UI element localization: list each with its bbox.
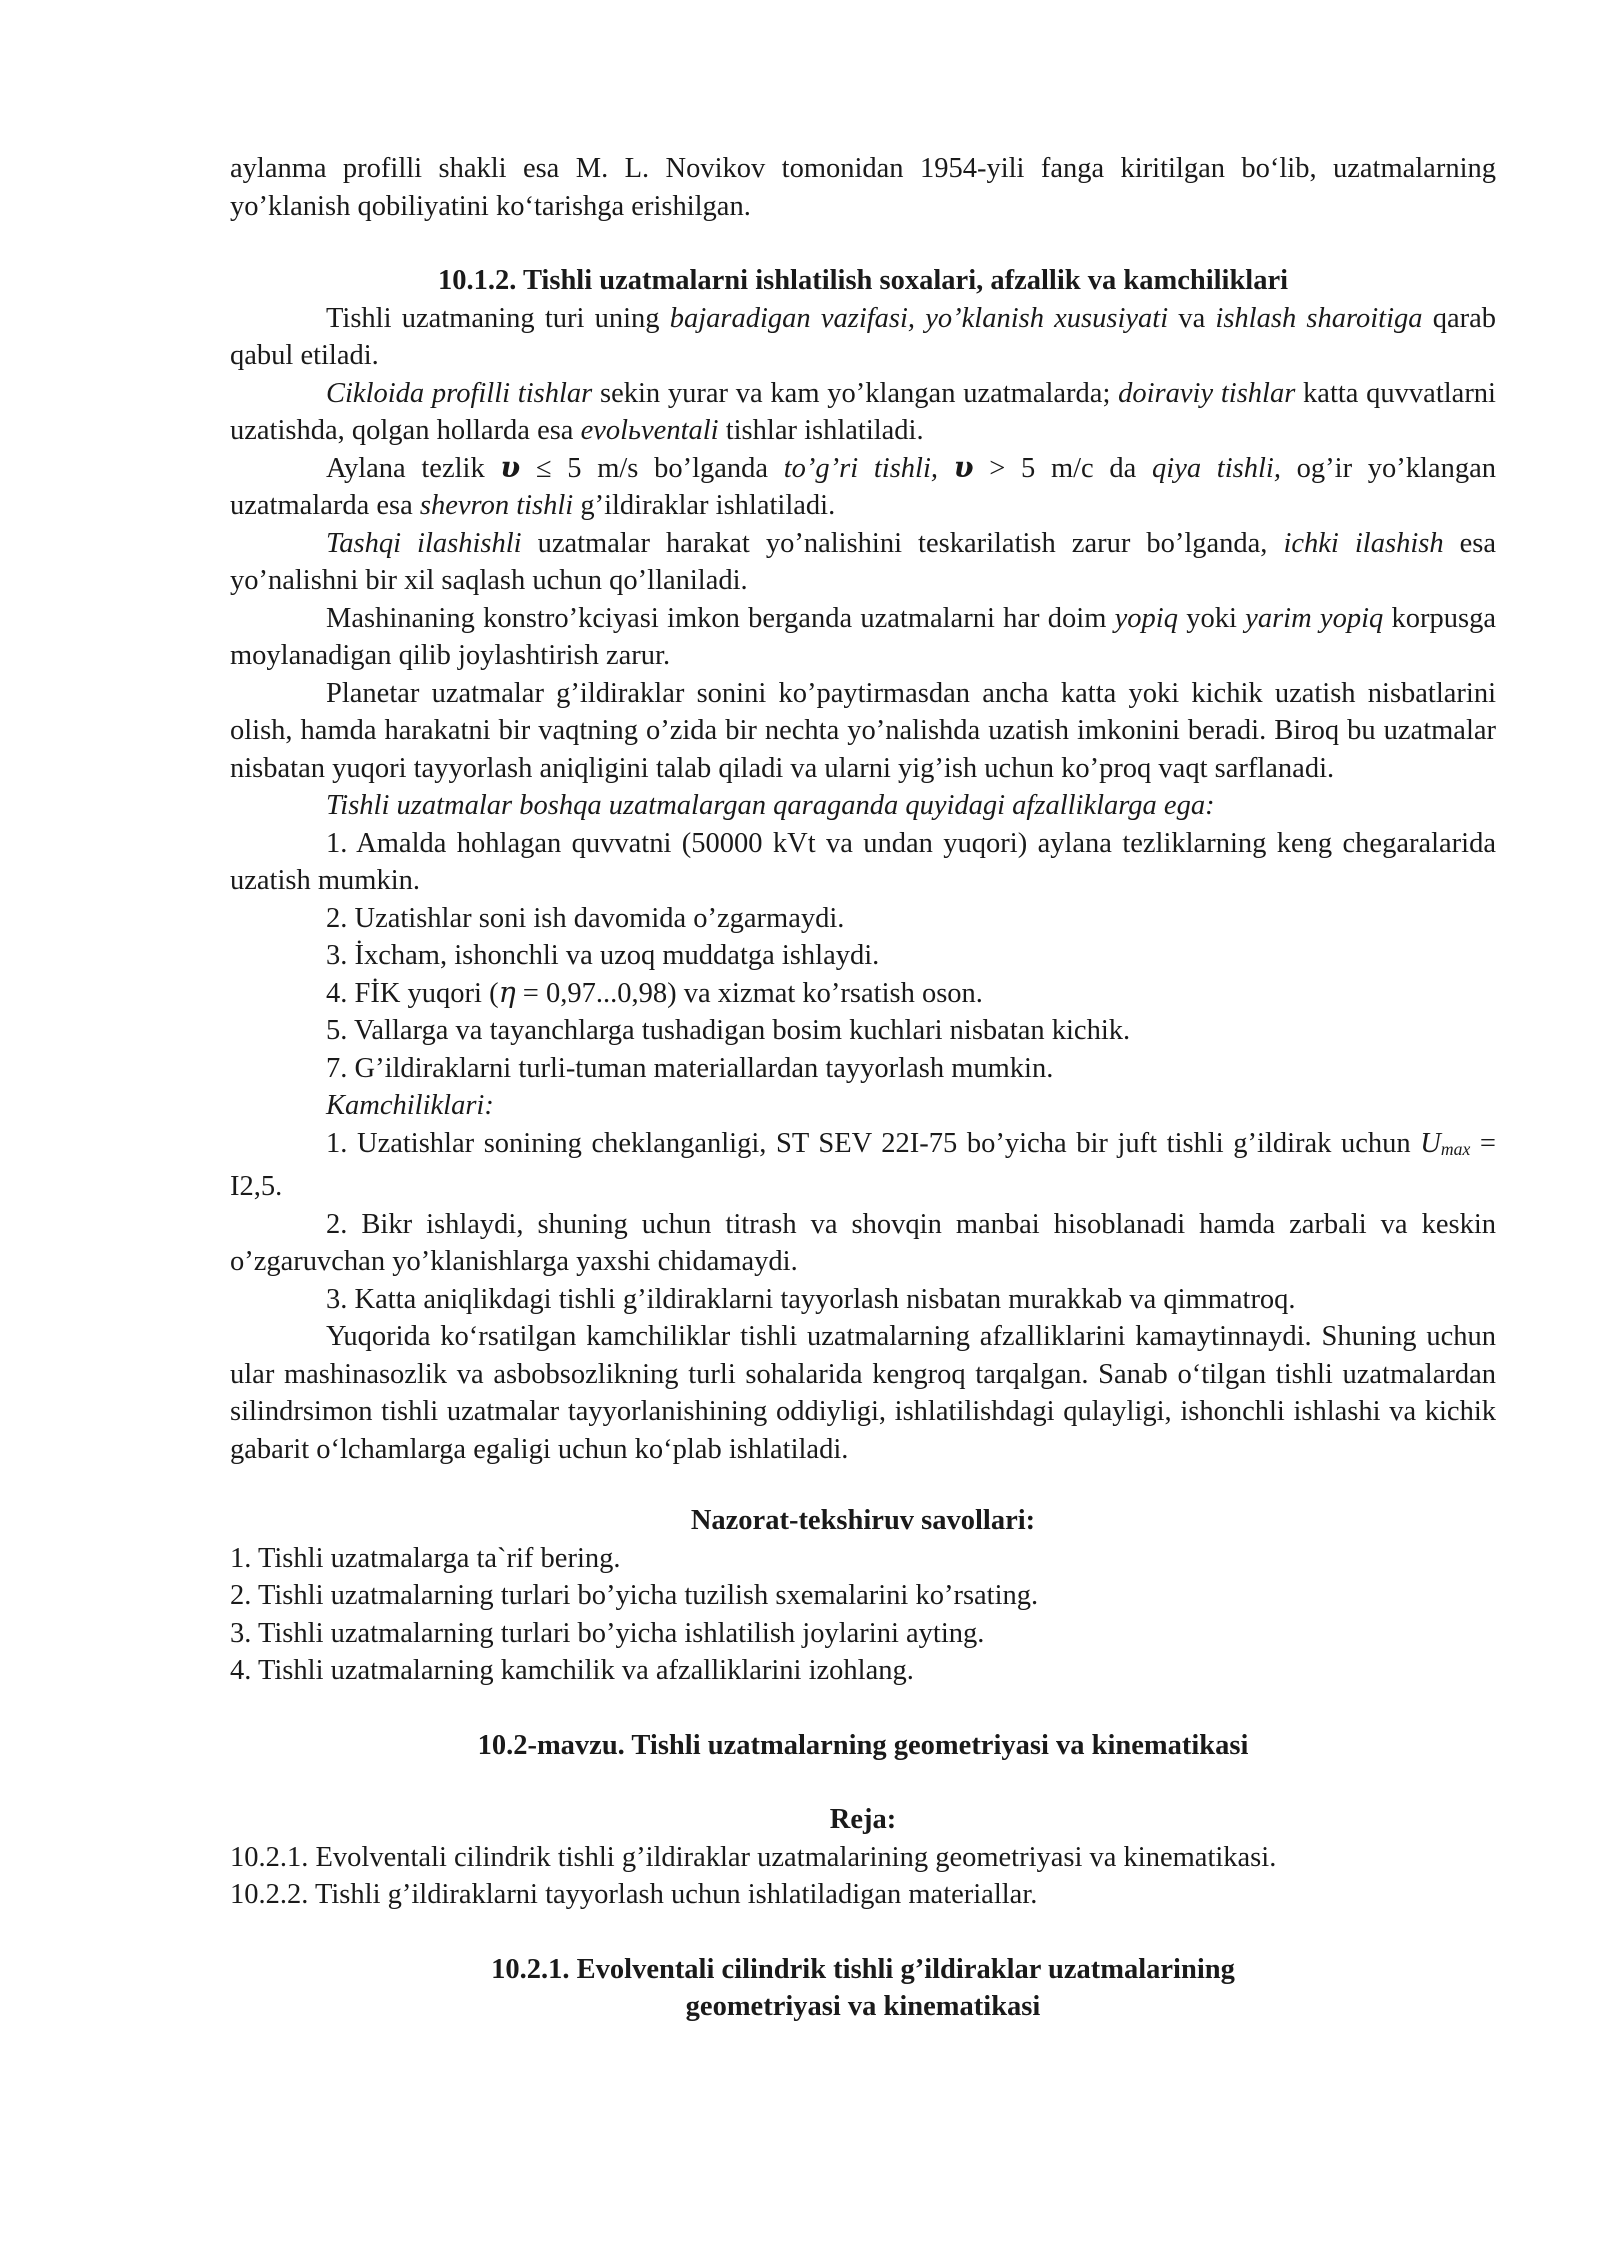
- paragraph-type-selection: Tishli uzatmaning turi uning bajaradigan vazifasi, yo’klanish xususiyati va ishlash sharoitiga qarab qabul etiladi.: [230, 302, 1496, 371]
- disadvantages-title: Kamchiliklari:: [326, 1090, 494, 1121]
- summary-paragraph: Yuqorida ko‘rsatilgan kamchiliklar tishli uzatmalarning afzalliklarini kamaytinnaydi. Shuning uchun ular mashinasozlik va asbobsozlikning turli sohalarida kengroq tarqalgan. Sanab o‘tilgan tishli uzatmalardan silindrsimon tishli uzatmalar tayyorlanishining oddiyligi, ishlatilishdagi qulayligi, ishonchli ishlashi va kichik gabarit o‘lchamlarga egaligi uchun ko‘plab ishlatiladi.: [230, 1321, 1496, 1465]
- questions-title: Nazorat-tekshiruv savollari:: [690, 1505, 1036, 1536]
- advantage-item: 7. G’ildiraklarni turli-tuman materiallardan tayyorlash mumkin.: [326, 1052, 1054, 1084]
- topic-title-10-2: 10.2-mavzu. Tishli uzatmalarning geometriyasi va kinematikasi: [477, 1729, 1249, 1761]
- question-item: 3. Tishli uzatmalarning turlari bo’yicha ishlatilish joylarini ayting.: [230, 1617, 985, 1649]
- subsection-title-10-2-1: 10.2.1. Evolventali cilindrik tishli g’ildiraklar uzatmalarining geometriyasi va kinematikasi: [491, 1953, 1235, 2022]
- paragraph-housing: Mashinaning konstro’kciyasi imkon berganda uzatmalarni har doim yopiq yoki yarim yopiq korpusga moylanadigan qilib joylashtirish zarur.: [230, 602, 1496, 671]
- advantage-item: 4. FİK yuqori (𝜂 = 0,97...0,98) va xizmat ko’rsatish oson.: [326, 977, 983, 1009]
- advantage-item: 2. Uzatishlar soni ish davomida o’zgarmaydi.: [326, 902, 845, 934]
- paragraph-speed: Aylana tezlik 𝝊 ≤ 5 m/s bo’lganda to’g’ri tishli, 𝝊 > 5 m/c da qiya tishli, og’ir yo’klangan uzatmalarda esa shevron tishli g’ildiraklar ishlatiladi.: [230, 452, 1496, 521]
- document-page: [230, 150, 1496, 2026]
- advantages-intro: Tishli uzatmalar boshqa uzatmalargan qaraganda quyidagi afzalliklarga ega:: [326, 790, 1215, 821]
- advantage-item: 1. Amalda hohlagan quvvatni (50000 kVt va undan yuqori) aylana tezliklarning keng chegaralarida uzatish mumkin.: [230, 827, 1496, 896]
- question-item: 4. Tishli uzatmalarning kamchilik va afzalliklarini izohlang.: [230, 1655, 914, 1686]
- plan-item: 10.2.2. Tishli g’ildiraklarni tayyorlash uchun ishlatiladigan materiallar.: [230, 1879, 1038, 1910]
- section-title-10-1-2: 10.1.2. Tishli uzatmalarni ishlatilish soxalari, afzallik va kamchiliklari: [437, 265, 1289, 296]
- intro-paragraph: aylanma profilli shakli esa M. L. Novikov tomonidan 1954-yili fanga kiritilgan bo‘lib, uzatmalarning yo’klanish qobiliyatini ko‘tarishga erishilgan.: [230, 153, 1496, 222]
- advantage-item: 5. Vallarga va tayanchlarga tushadigan bosim kuchlari nisbatan kichik.: [326, 1015, 1131, 1046]
- paragraph-profiles: Cikloida profilli tishlar sekin yurar va kam yo’klangan uzatmalarda; doiraviy tishlar katta quvvatlarni uzatishda, qolgan hollarda esa evolьventali tishlar ishlatiladi.: [230, 377, 1496, 446]
- question-item: 1. Tishli uzatmalarga ta`rif bering.: [230, 1542, 621, 1574]
- disadvantage-item: 2. Bikr ishlaydi, shuning uchun titrash va shovqin manbai hisoblanadi hamda zarbali va keskin o’zgaruvchan yo’klanishlarga yaxshi chidamaydi.: [230, 1208, 1496, 1277]
- disadvantage-item: 3. Katta aniqlikdagi tishli g’ildiraklarni tayyorlash nisbatan murakkab va qimmatroq.: [326, 1283, 1296, 1315]
- plan-title: Reja:: [829, 1804, 897, 1835]
- paragraph-planetary: Planetar uzatmalar g’ildiraklar sonini ko’paytirmasdan ancha katta yoki kichik uzatish nisbatlarini olish, hamda harakatni bir vaqtning o’zida bir nechta yo’nalishda uzatish imkonini beradi. Biroq bu uzatmalar nisbatan yuqori tayyorlash aniqligini talab qiladi va ularni yig’ish uchun ko’proq vaqt sarflanadi.: [230, 677, 1496, 784]
- paragraph-meshing: Tashqi ilashishli uzatmalar harakat yo’nalishini teskarilatish zarur bo’lganda, ichki ilashish esa yo’nalishni bir xil saqlash uchun qo’llaniladi.: [230, 527, 1496, 596]
- question-item: 2. Tishli uzatmalarning turlari bo’yicha tuzilish sxemalarini ko’rsating.: [230, 1580, 1039, 1611]
- disadvantage-item: 1. Uzatishlar sonining cheklanganligi, ST SEV 22I-75 bo’yicha bir juft tishli g’ildirak uchun $U_{max} = I2,5$.: [230, 1127, 1496, 1202]
- advantage-item: 3. İxcham, ishonchli va uzoq muddatga ishlaydi.: [326, 940, 880, 971]
- plan-item: 10.2.1. Evolventali cilindrik tishli g’ildiraklar uzatmalarining geometriyasi va kinematikasi.: [230, 1841, 1277, 1873]
